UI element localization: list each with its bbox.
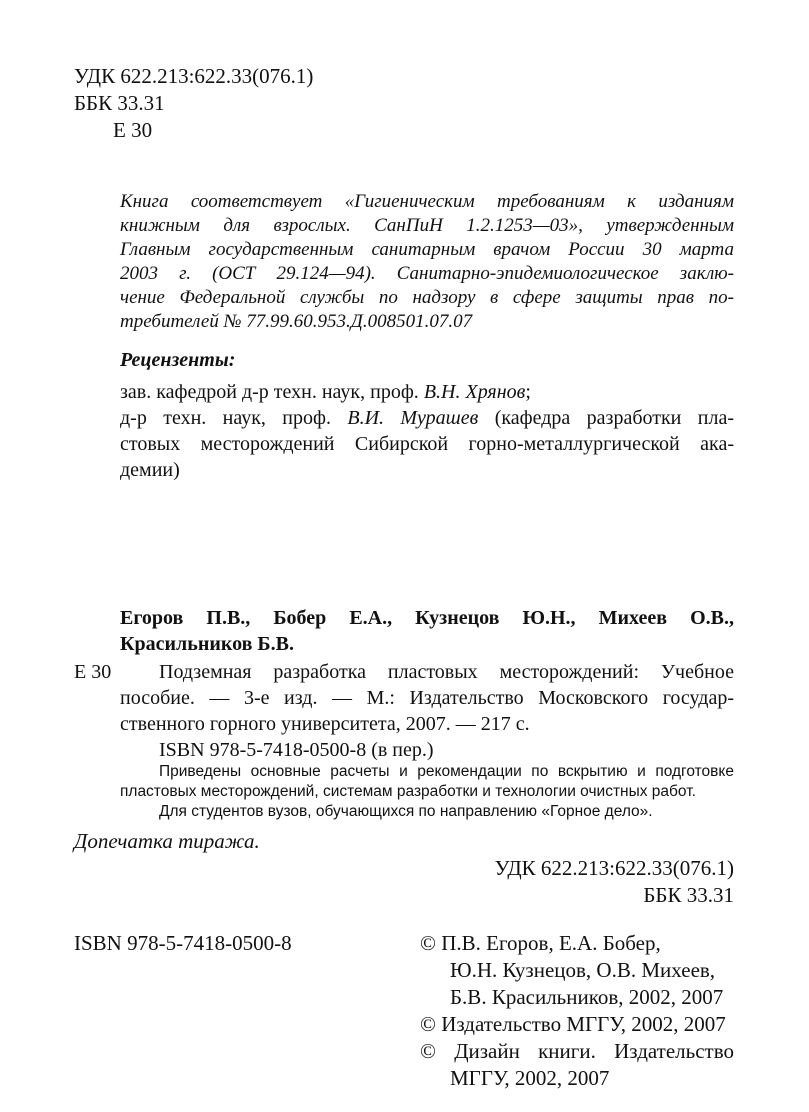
reviewers-heading: Рецензенты:	[120, 349, 236, 371]
hygiene-line: требителей № 77.99.60.953.Д.008501.07.07	[120, 311, 473, 332]
reviewer-1-end: ;	[525, 381, 531, 403]
copyright-block	[420, 930, 734, 1092]
reviewer-2-affiliation-end: демии)	[120, 459, 180, 481]
hygiene-line: Главным государственным санитарным врачом России 30 марта	[120, 239, 734, 260]
copyright-line: © Дизайн книги. Издательство	[420, 1039, 734, 1063]
authors-block	[120, 605, 734, 657]
annotation-line: Приведены основные расчеты и рекомендации по вскрытию и подготовке	[159, 763, 734, 780]
authors-line: Красильников Б.В.	[120, 633, 294, 655]
hygiene-line: Книга соответствует «Гигиеническим требованиям к изданиям	[120, 191, 734, 212]
reviewer-2-affiliation: (кафедра разработки пла-	[478, 407, 734, 429]
hygiene-line: 2003 г. (ОСТ 29.124—94). Санитарно-эпидемиологическое заклю-	[120, 263, 734, 284]
copyright-line: © Издательство МГГУ, 2002, 2007	[420, 1012, 726, 1036]
copyright-line: МГГУ, 2002, 2007	[450, 1066, 610, 1090]
reviewer-1-title: зав. кафедрой д-р техн. наук, проф.	[120, 381, 424, 403]
reviewer-2-affiliation-cont: стовых месторождений Сибирской горно-металлургической ака-	[120, 433, 734, 455]
reprint-note: Допечатка тиража.	[74, 829, 260, 853]
hygiene-line: книжным для взрослых. СанПиН 1.2.1253—03», утвержденным	[120, 215, 734, 236]
reviewer-2	[120, 405, 734, 431]
hygiene-line: чение Федеральной службы по надзору в сфере защиты прав по-	[120, 287, 734, 308]
bbk-code-bottom: ББК 33.31	[643, 883, 734, 907]
classification-block	[74, 63, 313, 144]
reviewer-1-name: В.Н. Хрянов	[423, 381, 526, 403]
annotation-line: пластовых месторождений, системам разработки и технологии очистных работ.	[120, 783, 696, 800]
copyright-line: Ю.Н. Кузнецов, О.В. Михеев,	[450, 958, 716, 982]
annotation-line: Для студентов вузов, обучающихся по направлению «Горное дело».	[159, 803, 653, 820]
authors-line: Егоров П.В., Бобер Е.А., Кузнецов Ю.Н., Михеев О.В.,	[120, 607, 734, 629]
udk-code: УДК 622.213:622.33(076.1)	[74, 64, 314, 88]
catalog-title-line: Подземная разработка пластовых месторождений: Учебное	[159, 661, 734, 683]
classification-bottom	[420, 855, 734, 909]
bbk-code: ББК 33.31	[74, 91, 165, 115]
catalog-isbn: ISBN 978-5-7418-0500-8 (в пер.)	[159, 739, 434, 761]
catalog-code: Е 30	[74, 661, 112, 683]
reviewer-2-name: В.И. Мурашев	[347, 407, 479, 429]
copyright-line: © П.В. Егоров, Е.А. Бобер,	[420, 931, 661, 955]
reviewer-2-title: д-р техн. наук, проф.	[120, 407, 348, 429]
copyright-line: Б.В. Красильников, 2002, 2007	[450, 985, 724, 1009]
reviewer-1	[120, 379, 734, 405]
catalog-entry	[120, 659, 734, 763]
reviewers-block	[120, 347, 734, 483]
annotation-block	[120, 762, 734, 822]
author-sign: Е 30	[113, 118, 153, 142]
hygiene-notice	[120, 190, 734, 334]
isbn-bottom: ISBN 978-5-7418-0500-8	[74, 931, 292, 955]
catalog-title-line: пособие. — 3-е изд. — М.: Издательство Московского государ-	[120, 687, 734, 709]
catalog-title-line: ственного горного университета, 2007. — 217 с.	[120, 713, 530, 735]
udk-code-bottom: УДК 622.213:622.33(076.1)	[494, 856, 734, 880]
